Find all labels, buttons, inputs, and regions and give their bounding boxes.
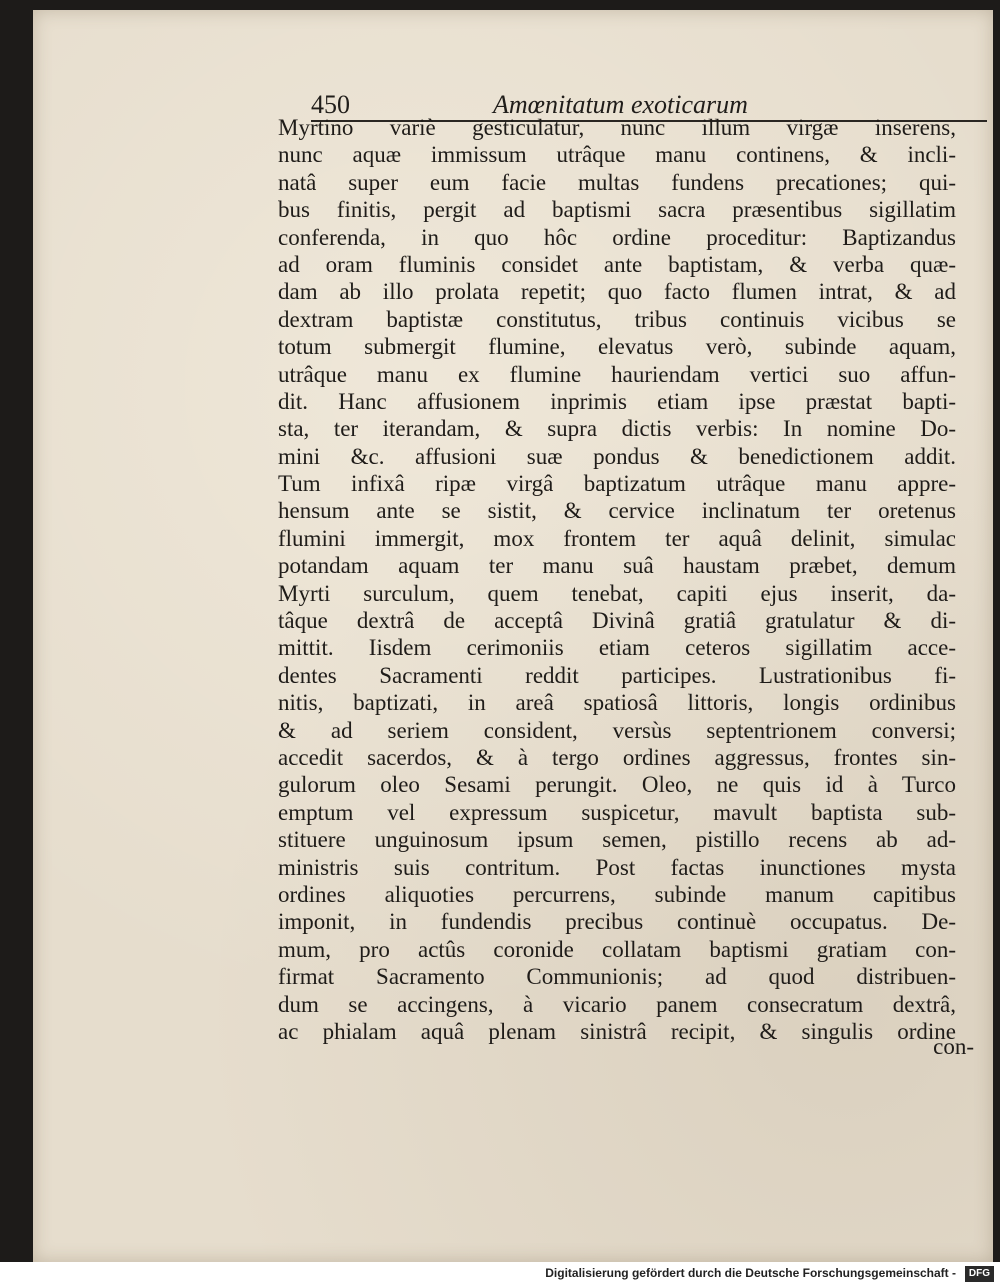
text-line: sta, ter iterandam, & supra dictis verbis: In nomine Do- bbox=[278, 416, 956, 442]
text-line: mum, pro actûs coronide collatam baptismi gratiam con- bbox=[278, 936, 956, 962]
text-line: ac phialam aquâ plenam sinistrâ recipit, & singulis ordine bbox=[278, 1018, 956, 1044]
text-line: & ad seriem consident, versùs septentrionem conversi; bbox=[278, 717, 956, 743]
digitization-footer bbox=[0, 1262, 1000, 1285]
text-line: mini &c. affusioni suæ pondus & benedictionem addit. bbox=[278, 443, 956, 469]
text-line: Myrti surculum, quem tenebat, capiti ejus inserit, da- bbox=[278, 580, 956, 606]
text-line: stituere unguinosum ipsum semen, pistillo recens ab ad- bbox=[278, 827, 956, 853]
page-number: 450 bbox=[311, 90, 350, 119]
text-line: mittit. Iisdem cerimoniis etiam ceteros sigillatim acce- bbox=[278, 635, 956, 661]
footer-credit: Digitalisierung gefördert durch die Deutsche Forschungsgemeinschaft - bbox=[545, 1266, 956, 1280]
text-line: Tum infixâ ripæ virgâ baptizatum utrâque manu appre- bbox=[278, 471, 956, 497]
text-line: dit. Hanc affusionem inprimis etiam ipse præstat bapti- bbox=[278, 388, 956, 414]
dfg-logo-icon: DFG bbox=[965, 1266, 994, 1282]
text-line: dentes Sacramenti reddit participes. Lustrationibus fi- bbox=[278, 662, 956, 688]
text-line: ad oram fluminis considet ante baptistam, & verba quæ- bbox=[278, 251, 956, 277]
text-line: conferenda, in quo hôc ordine proceditur: Baptizandus bbox=[278, 224, 956, 250]
text-line: Myrtino variè gesticulatur, nunc illum virgæ inserens, bbox=[278, 115, 956, 140]
text-line: imponit, in fundendis precibus continuè occupatus. De- bbox=[278, 909, 956, 935]
text-line: potandam aquam ter manu suâ haustam præbet, demum bbox=[278, 553, 956, 579]
body-text bbox=[278, 114, 956, 1045]
text-line: hensum ante se sistit, & cervice inclinatum ter oretenus bbox=[278, 498, 956, 524]
text-line: totum submergit flumine, elevatus verò, subinde aquam, bbox=[278, 334, 956, 360]
text-line: firmat Sacramento Communionis; ad quod distribuen- bbox=[278, 964, 956, 990]
text-line: dum se accingens, à vicario panem consecratum dextrâ, bbox=[278, 991, 956, 1017]
running-title: Amœnitatum exoticarum bbox=[493, 90, 748, 119]
text-line: tâque dextrâ de acceptâ Divinâ gratiâ gratulatur & di- bbox=[278, 608, 956, 634]
catchword: con- bbox=[933, 1034, 974, 1059]
text-line: dam ab illo prolata repetit; quo facto flumen intrat, & ad bbox=[278, 279, 956, 305]
text-line: ordines aliquoties percurrens, subinde manum capitibus bbox=[278, 881, 956, 907]
text-line: dextram baptistæ constitutus, tribus continuis vicibus se bbox=[278, 306, 956, 332]
text-line: accedit sacerdos, & à tergo ordines aggressus, frontes sin- bbox=[278, 744, 956, 770]
text-line: flumini immergit, mox frontem ter aquâ delinit, simulac bbox=[278, 525, 956, 551]
text-line: nunc aquæ immissum utrâque manu continens, & incli- bbox=[278, 142, 956, 168]
text-line: bus finitis, pergit ad baptismi sacra præsentibus sigillatim bbox=[278, 197, 956, 223]
text-line: emptum vel expressum suspicetur, mavult baptista sub- bbox=[278, 799, 956, 825]
text-line: ministris suis contritum. Post factas inunctiones mysta bbox=[278, 854, 956, 880]
text-line: utrâque manu ex flumine hauriendam vertici suo affun- bbox=[278, 361, 956, 387]
text-line: nitis, baptizati, in areâ spatiosâ littoris, longis ordinibus bbox=[278, 690, 956, 716]
text-line: natâ super eum facie multas fundens precationes; qui- bbox=[278, 169, 956, 195]
text-line: gulorum oleo Sesami perungit. Oleo, ne quis id à Turco bbox=[278, 772, 956, 798]
